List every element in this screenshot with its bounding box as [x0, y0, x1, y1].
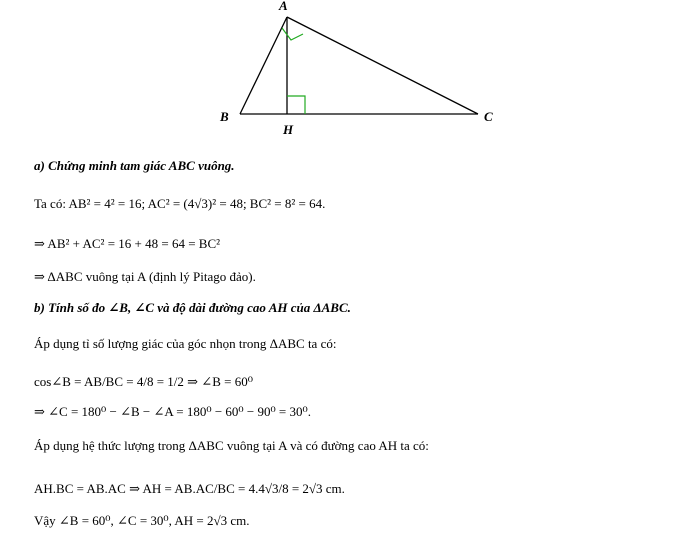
right-angle-mark-h: [287, 96, 305, 114]
part-b-cos-line: cos∠B = AB/BC = 4/8 = 1/2 ⇒ ∠B = 60⁰: [34, 374, 253, 389]
part-b-ah-line: AH.BC = AB.AC ⇒ AH = AB.AC/BC = 4.4√3/8 = 2√3 cm.: [34, 481, 345, 496]
part-b-heading: b) Tính số đo ∠B, ∠C và độ dài đường cao AH của ΔABC.: [34, 300, 351, 315]
part-b-angle-c-line: ⇒ ∠C = 180⁰ − ∠B − ∠A = 180⁰ − 60⁰ − 90⁰ = 30⁰.: [34, 404, 311, 419]
part-a-heading: a) Chứng minh tam giác ABC vuông.: [34, 158, 235, 173]
label-h: H: [283, 122, 294, 137]
label-c: C: [484, 109, 493, 124]
triangle-figure: [0, 0, 674, 150]
part-b-intro2: Áp dụng hệ thức lượng trong ΔABC vuông tại A và có đường cao AH ta có:: [34, 438, 429, 453]
part-b-intro: Áp dụng tỉ số lượng giác của góc nhọn trong ΔABC ta có:: [34, 336, 337, 351]
side-ab: [240, 17, 287, 114]
part-b-conclusion: Vậy ∠B = 60⁰, ∠C = 30⁰, AH = 2√3 cm.: [34, 513, 250, 528]
part-a-line1: Ta có: AB² = 4² = 16; AC² = (4√3)² = 48; BC² = 8² = 64.: [34, 196, 326, 211]
label-b: B: [220, 109, 229, 124]
part-a-line3: ⇒ ΔABC vuông tại A (định lý Pitago đảo).: [34, 269, 256, 284]
part-a-line2: ⇒ AB² + AC² = 16 + 48 = 64 = BC²: [34, 236, 221, 251]
right-angle-mark-a: [282, 28, 303, 40]
label-a: A: [279, 0, 288, 13]
side-ac: [287, 17, 478, 114]
